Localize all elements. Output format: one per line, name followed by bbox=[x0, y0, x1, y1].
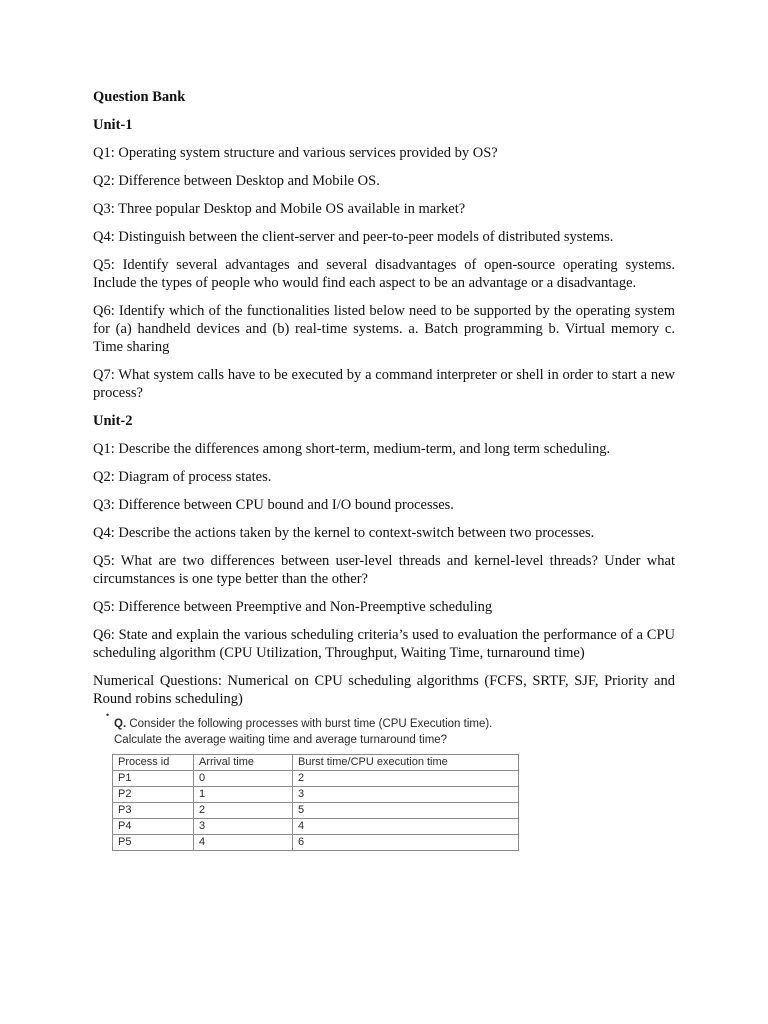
unit-1-question: Q2: Difference between Desktop and Mobile OS. bbox=[93, 173, 380, 189]
question-label: Q. bbox=[114, 718, 127, 730]
column-header: Process id bbox=[113, 755, 194, 771]
scheduling-problem-statement: Consider the following processes with burst time (CPU Execution time). Calculate the average waiting time and average turnaround time? bbox=[114, 718, 493, 746]
table-header-row bbox=[113, 755, 519, 771]
unit-1-question: Q3: Three popular Desktop and Mobile OS available in market? bbox=[93, 201, 466, 217]
table-cell: 0 bbox=[194, 771, 293, 787]
table-cell: 2 bbox=[293, 771, 519, 787]
table-cell: 3 bbox=[194, 819, 293, 835]
table-cell: P3 bbox=[113, 803, 194, 819]
unit-1-question: Q4: Distinguish between the client-server and peer-to-peer models of distributed systems. bbox=[93, 229, 614, 245]
document-title: Question Bank bbox=[93, 89, 186, 105]
unit-2-question: Q3: Difference between CPU bound and I/O bound processes. bbox=[93, 497, 454, 513]
table-cell: 3 bbox=[293, 787, 519, 803]
unit-2-question: Q6: State and explain the various scheduling criteria’s used to evaluation the performance of a CPU scheduling algorithm (CPU Utilization, Throughput, Waiting Time, turnaround time) bbox=[93, 627, 675, 661]
table-cell: P2 bbox=[113, 787, 194, 803]
process-table bbox=[112, 754, 519, 851]
unit-1-question: Q1: Operating system structure and various services provided by OS? bbox=[93, 145, 498, 161]
table-cell: 4 bbox=[293, 819, 519, 835]
unit-1-question: Q5: Identify several advantages and several disadvantages of open-source operating systems. Include the types of people who would find each aspect to be an advantage or a disadvantage. bbox=[93, 257, 675, 291]
unit-1-question: Q7: What system calls have to be executed by a command interpreter or shell in order to start a new process? bbox=[93, 367, 675, 401]
table-cell: P4 bbox=[113, 819, 194, 835]
unit-2-heading: Unit-2 bbox=[93, 413, 133, 429]
scheduling-problem-text bbox=[114, 716, 532, 748]
unit-2-question: Q4: Describe the actions taken by the kernel to context-switch between two processes. bbox=[93, 525, 595, 541]
unit-2-question: Q5: Difference between Preemptive and Non-Preemptive scheduling bbox=[93, 599, 493, 615]
table-cell: 2 bbox=[194, 803, 293, 819]
table-cell: 5 bbox=[293, 803, 519, 819]
unit-1-question: Q6: Identify which of the functionalities listed below need to be supported by the operating system for (a) handheld devices and (b) real-time systems. a. Batch programming b. Virtual memory c. Time sharing bbox=[93, 303, 675, 355]
unit-2-question: Q5: What are two differences between user-level threads and kernel-level threads? Under what circumstances is one type better than the other? bbox=[93, 553, 675, 587]
unit-2-question: Q1: Describe the differences among short-term, medium-term, and long term scheduling. bbox=[93, 441, 611, 457]
embedded-question-image bbox=[106, 710, 532, 851]
question-bank-content bbox=[93, 88, 675, 718]
unit-1-heading: Unit-1 bbox=[93, 117, 133, 133]
table-cell: 4 bbox=[194, 835, 293, 851]
table-row bbox=[113, 771, 519, 787]
table-row bbox=[113, 835, 519, 851]
bullet-icon: • bbox=[106, 710, 110, 720]
numerical-questions: Numerical Questions: Numerical on CPU scheduling algorithms (FCFS, SRTF, SJF, Priority and Round robins scheduling) bbox=[93, 673, 675, 707]
column-header: Arrival time bbox=[194, 755, 293, 771]
table-cell: 6 bbox=[293, 835, 519, 851]
table-cell: P1 bbox=[113, 771, 194, 787]
table-row bbox=[113, 787, 519, 803]
table-cell: P5 bbox=[113, 835, 194, 851]
table-cell: 1 bbox=[194, 787, 293, 803]
unit-2-question: Q2: Diagram of process states. bbox=[93, 469, 272, 485]
table-row bbox=[113, 803, 519, 819]
column-header: Burst time/CPU execution time bbox=[293, 755, 519, 771]
table-row bbox=[113, 819, 519, 835]
